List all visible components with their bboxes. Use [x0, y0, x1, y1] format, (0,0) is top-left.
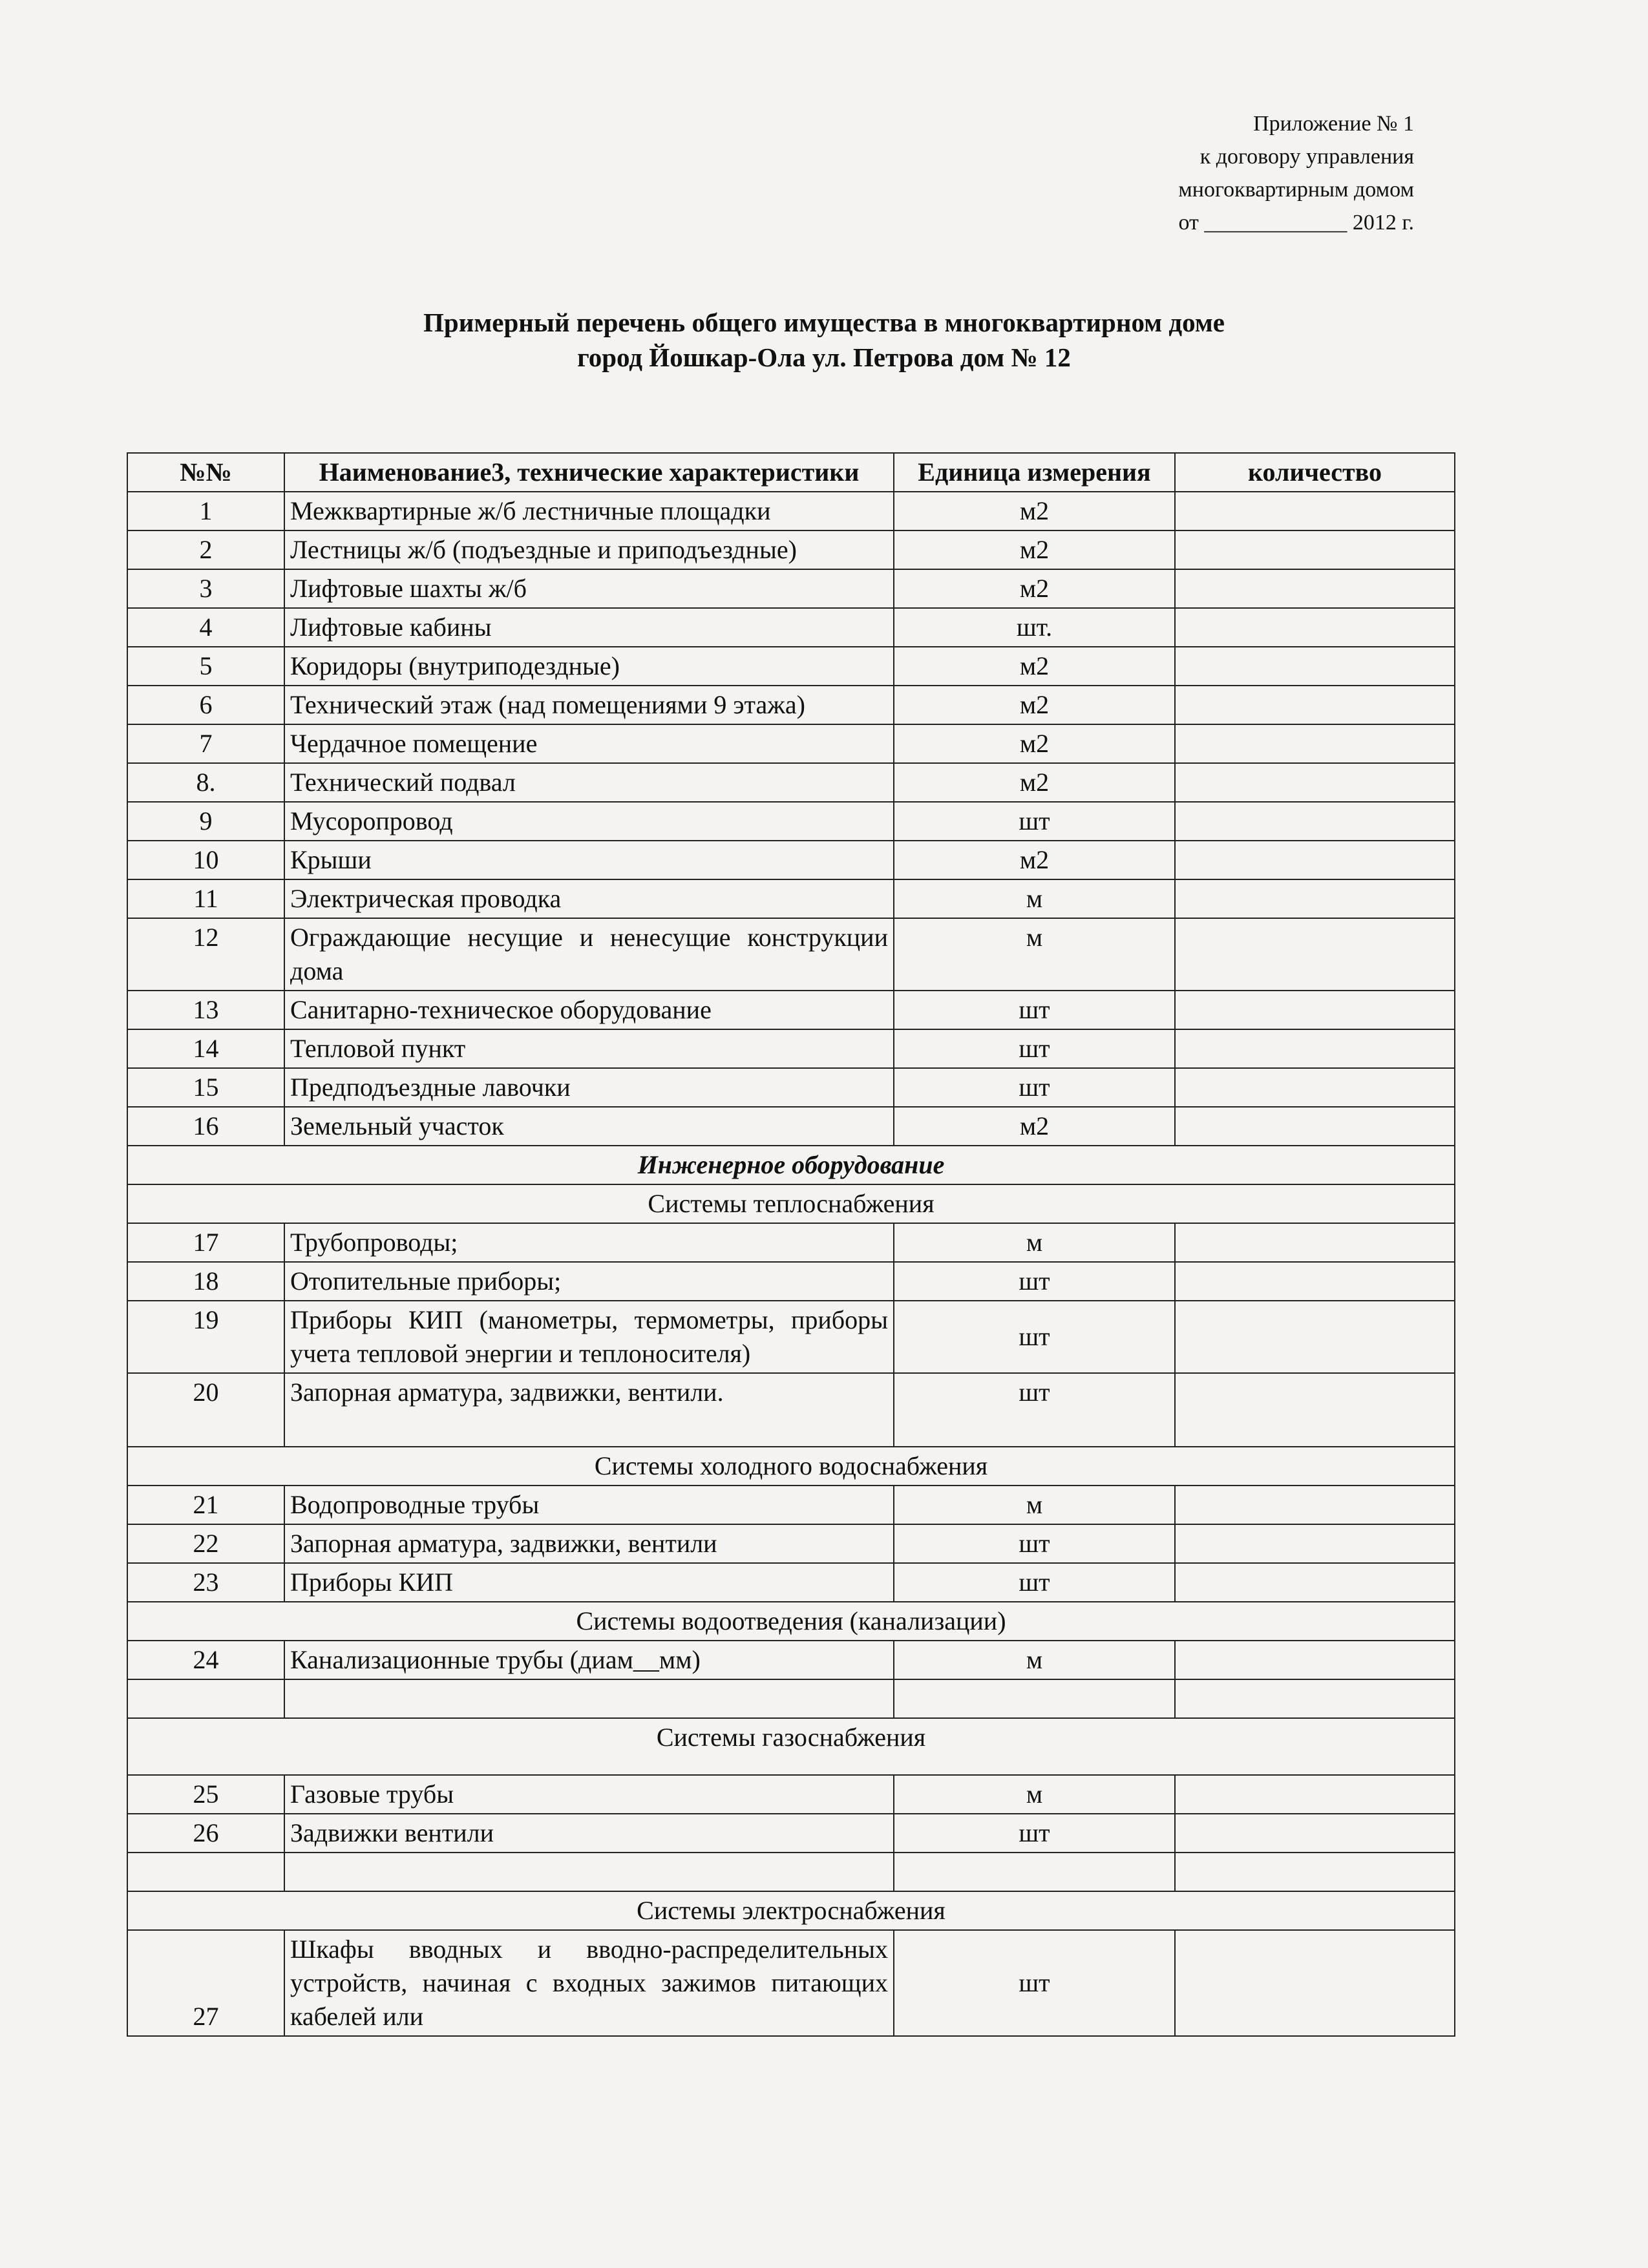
row-unit: шт — [894, 1068, 1175, 1107]
row-number: 14 — [127, 1029, 284, 1068]
row-unit: шт — [894, 1373, 1175, 1447]
row-name — [284, 1679, 894, 1718]
row-unit: м2 — [894, 647, 1175, 686]
title-line-2: город Йошкар-Ола ул. Петрова дом № 12 — [577, 342, 1071, 373]
row-unit: м2 — [894, 569, 1175, 608]
row-quantity — [1175, 1107, 1455, 1146]
row-number: 4 — [127, 608, 284, 647]
row-name: Запорная арматура, задвижки, вентили. — [284, 1373, 894, 1447]
row-unit: м — [894, 879, 1175, 918]
row-quantity — [1175, 492, 1455, 530]
row-unit: шт — [894, 1301, 1175, 1373]
row-name: Лестницы ж/б (подъездные и приподъездные) — [284, 530, 894, 569]
row-number: 15 — [127, 1068, 284, 1107]
row-quantity — [1175, 1775, 1455, 1814]
row-unit: м — [894, 1486, 1175, 1524]
row-quantity — [1175, 763, 1455, 802]
row-quantity — [1175, 1853, 1455, 1891]
table-row — [127, 1373, 1455, 1447]
row-quantity — [1175, 1223, 1455, 1262]
table-section-row — [127, 1184, 1455, 1223]
table-row — [127, 492, 1455, 530]
row-name: Мусоропровод — [284, 802, 894, 841]
row-name: Ограждающие несущие и ненесущие конструкции дома — [284, 918, 894, 991]
row-number: 3 — [127, 569, 284, 608]
table-row — [127, 1679, 1455, 1718]
row-unit: м2 — [894, 530, 1175, 569]
row-number: 11 — [127, 879, 284, 918]
row-unit: шт — [894, 1029, 1175, 1068]
table-row — [127, 1301, 1455, 1373]
row-name: Коридоры (внутриподездные) — [284, 647, 894, 686]
table-row — [127, 841, 1455, 879]
row-name: Санитарно-техническое оборудование — [284, 991, 894, 1029]
row-name: Приборы КИП (манометры, термометры, приборы учета тепловой энергии и теплоносителя) — [284, 1301, 894, 1373]
row-unit: м — [894, 918, 1175, 991]
row-quantity — [1175, 1262, 1455, 1301]
row-number: 7 — [127, 724, 284, 763]
header-name: Наименование3, технические характеристики — [284, 453, 894, 492]
row-number: 24 — [127, 1641, 284, 1679]
row-name: Водопроводные трубы — [284, 1486, 894, 1524]
row-number: 5 — [127, 647, 284, 686]
table-row — [127, 879, 1455, 918]
row-unit: шт — [894, 991, 1175, 1029]
table-section-row — [127, 1146, 1455, 1184]
section-title: Инженерное оборудование — [127, 1146, 1455, 1184]
table-section-row — [127, 1891, 1455, 1930]
row-unit: м2 — [894, 841, 1175, 879]
row-quantity — [1175, 1301, 1455, 1373]
table-row — [127, 1524, 1455, 1563]
section-title: Системы холодного водоснабжения — [127, 1447, 1455, 1486]
table-row — [127, 1930, 1455, 2036]
row-unit: м2 — [894, 686, 1175, 724]
row-quantity — [1175, 1373, 1455, 1447]
table-row — [127, 1775, 1455, 1814]
row-unit: шт — [894, 1524, 1175, 1563]
row-name: Электрическая проводка — [284, 879, 894, 918]
table-body — [127, 492, 1455, 2036]
table-row — [127, 569, 1455, 608]
row-name: Приборы КИП — [284, 1563, 894, 1602]
row-quantity — [1175, 1641, 1455, 1679]
row-name: Земельный участок — [284, 1107, 894, 1146]
row-quantity — [1175, 608, 1455, 647]
row-number: 27 — [127, 1930, 284, 2036]
row-name — [284, 1853, 894, 1891]
table-row — [127, 991, 1455, 1029]
row-number — [127, 1679, 284, 1718]
row-name: Чердачное помещение — [284, 724, 894, 763]
row-quantity — [1175, 1679, 1455, 1718]
row-name: Канализационные трубы (диам__мм) — [284, 1641, 894, 1679]
table-row — [127, 1223, 1455, 1262]
row-name: Запорная арматура, задвижки, вентили — [284, 1524, 894, 1563]
row-quantity — [1175, 1068, 1455, 1107]
table-section-row — [127, 1602, 1455, 1641]
row-unit — [894, 1679, 1175, 1718]
row-number: 1 — [127, 492, 284, 530]
row-name: Газовые трубы — [284, 1775, 894, 1814]
row-number: 23 — [127, 1563, 284, 1602]
section-title: Системы водоотведения (канализации) — [127, 1602, 1455, 1641]
row-unit: м2 — [894, 1107, 1175, 1146]
table-row — [127, 918, 1455, 991]
row-number: 21 — [127, 1486, 284, 1524]
row-number: 8. — [127, 763, 284, 802]
header-unit: Единица измерения — [894, 453, 1175, 492]
row-name: Крыши — [284, 841, 894, 879]
table-section-row — [127, 1718, 1455, 1775]
row-unit: м — [894, 1641, 1175, 1679]
table-header-row — [127, 453, 1455, 492]
row-number: 18 — [127, 1262, 284, 1301]
row-number: 12 — [127, 918, 284, 991]
table-row — [127, 1641, 1455, 1679]
row-quantity — [1175, 1486, 1455, 1524]
row-unit: м2 — [894, 724, 1175, 763]
table-row — [127, 1262, 1455, 1301]
table-row — [127, 608, 1455, 647]
row-name: Лифтовые шахты ж/б — [284, 569, 894, 608]
row-unit: шт — [894, 1930, 1175, 2036]
table-row — [127, 802, 1455, 841]
appendix-line-2: к договору управления — [1199, 145, 1414, 169]
row-number: 2 — [127, 530, 284, 569]
table-row — [127, 1029, 1455, 1068]
row-unit — [894, 1853, 1175, 1891]
row-number: 6 — [127, 686, 284, 724]
row-number: 19 — [127, 1301, 284, 1373]
row-unit: м — [894, 1775, 1175, 1814]
row-unit: м2 — [894, 763, 1175, 802]
table-row — [127, 763, 1455, 802]
table-row — [127, 1563, 1455, 1602]
row-number — [127, 1853, 284, 1891]
row-quantity — [1175, 647, 1455, 686]
appendix-line-3: многоквартирным домом — [1178, 178, 1414, 202]
row-name: Трубопроводы; — [284, 1223, 894, 1262]
row-unit: шт — [894, 1262, 1175, 1301]
row-unit: шт. — [894, 608, 1175, 647]
row-name: Задвижки вентили — [284, 1814, 894, 1853]
row-number: 9 — [127, 802, 284, 841]
row-quantity — [1175, 724, 1455, 763]
table-row — [127, 1068, 1455, 1107]
row-name: Шкафы вводных и вводно-распределительных устройств, начиная с входных зажимов питающих кабелей или — [284, 1930, 894, 2036]
title-line-1: Примерный перечень общего имущества в многоквартирном доме — [423, 308, 1225, 337]
table-row — [127, 530, 1455, 569]
table-row — [127, 1107, 1455, 1146]
row-quantity — [1175, 1930, 1455, 2036]
row-quantity — [1175, 1814, 1455, 1853]
appendix-line-4: от _____________ 2012 г. — [1178, 211, 1414, 235]
row-quantity — [1175, 1524, 1455, 1563]
table-row — [127, 1486, 1455, 1524]
row-quantity — [1175, 686, 1455, 724]
row-number: 10 — [127, 841, 284, 879]
section-title: Системы газоснабжения — [127, 1718, 1455, 1775]
header-number: №№ — [127, 453, 284, 492]
appendix-line-1: Приложение № 1 — [1253, 112, 1414, 136]
row-number: 22 — [127, 1524, 284, 1563]
table-row — [127, 724, 1455, 763]
row-number: 17 — [127, 1223, 284, 1262]
row-number: 25 — [127, 1775, 284, 1814]
table-row — [127, 686, 1455, 724]
row-quantity — [1175, 1029, 1455, 1068]
row-quantity — [1175, 841, 1455, 879]
row-number: 16 — [127, 1107, 284, 1146]
section-title: Системы теплоснабжения — [127, 1184, 1455, 1223]
document-title — [0, 305, 1648, 375]
row-number: 20 — [127, 1373, 284, 1447]
row-name: Отопительные приборы; — [284, 1262, 894, 1301]
section-title: Системы электроснабжения — [127, 1891, 1455, 1930]
row-number: 13 — [127, 991, 284, 1029]
row-name: Межквартирные ж/б лестничные площадки — [284, 492, 894, 530]
row-name: Предподъездные лавочки — [284, 1068, 894, 1107]
row-unit: шт — [894, 1563, 1175, 1602]
row-name: Технический этаж (над помещениями 9 этажа) — [284, 686, 894, 724]
row-quantity — [1175, 918, 1455, 991]
row-quantity — [1175, 991, 1455, 1029]
row-name: Тепловой пункт — [284, 1029, 894, 1068]
row-unit: м — [894, 1223, 1175, 1262]
row-unit: шт — [894, 802, 1175, 841]
row-quantity — [1175, 1563, 1455, 1602]
table-row — [127, 647, 1455, 686]
row-quantity — [1175, 802, 1455, 841]
table-row — [127, 1853, 1455, 1891]
row-quantity — [1175, 879, 1455, 918]
row-number: 26 — [127, 1814, 284, 1853]
row-unit: м2 — [894, 492, 1175, 530]
table-row — [127, 1814, 1455, 1853]
property-table — [127, 452, 1455, 2037]
row-unit: шт — [894, 1814, 1175, 1853]
row-quantity — [1175, 569, 1455, 608]
row-quantity — [1175, 530, 1455, 569]
row-name: Технический подвал — [284, 763, 894, 802]
row-name: Лифтовые кабины — [284, 608, 894, 647]
appendix-block — [1178, 107, 1414, 239]
header-quantity: количество — [1175, 453, 1455, 492]
table-section-row — [127, 1447, 1455, 1486]
